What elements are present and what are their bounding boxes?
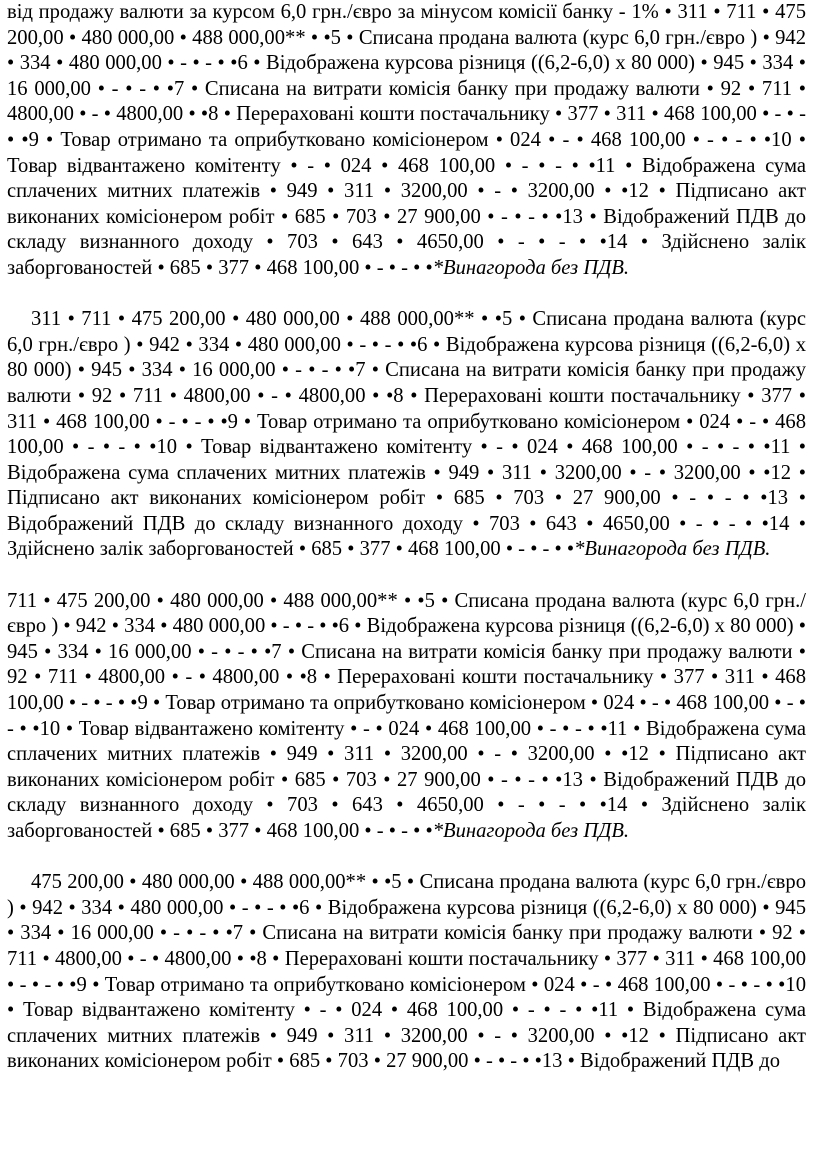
paragraph-2-text: 311 • 711 • 475 200,00 • 480 000,00 • 488 000,00** • •5 • Списана продана валюта (курс 6,0 грн./євро ) • 942 • 334 • 480 000,00 • - • - • •6 • Відображена курсова різниця ((6,2-6,0) х 80 000) • 945 • 334 • 16 000,00 • - • - • •7 • Списана на витрати комісія банку при продажу валюти • 92 • 711 • 4800,00 • - • 4800,00 • •8 • Перераховані кошти постачальнику • 377 • 311 • 468 100,00 • - • - • •9 • Товар отримано та оприбутковано комісіонером • 024 • - • 468 100,00 • - • - • •10 • Товар відвантажено комітенту • - • 024 • 468 100,00 • - • - • •11 • Відображена сума сплачених митних платежів • 949 • 311 • 3200,00 • - • 3200,00 • •12 • Підписано акт виконаних комісіонером робіт • 685 • 703 • 27 900,00 • - • - • •13 • Відображений ПДВ до складу визнанного доходу • 703 • 643 • 4650,00 • - • - • •14 • Здійснено залік заборгованостей • 685 • 377 • 468 100,00 • - • - • • — [7, 308, 806, 561]
paragraph-2-note: *Винагорода без ПДВ. — [574, 538, 771, 561]
paragraph-3 — [7, 589, 806, 845]
paragraph-3-note: *Винагорода без ПДВ. — [432, 820, 630, 842]
paragraph-2 — [7, 307, 806, 563]
paragraph-1-text: від продажу валюти за курсом 6,0 грн./євро за мінусом комісії банку - 1% • 311 • 711 • 475 200,00 • 480 000,00 • 488 000,00** • •5 • Списана продана валюта (курс 6,0 грн./євро ) • 942 • 334 • 480 000,00 • - • - • •6 • Відображена курсова різниця ((6,2-6,0) х 80 000) • 945 • 334 • 16 000,00 • - • - • •7 • Списана на витрати комісія банку при продажу валюти • 92 • 711 • 4800,00 • - • 4800,00 • •8 • Перераховані кошти постачальнику • 377 • 311 • 468 100,00 • - • - • •9 • Товар отримано та оприбутковано комісіонером • 024 • - • 468 100,00 • - • - • •10 • Товар відвантажено комітенту • - • 024 • 468 100,00 • - • - • •11 • Відображена сума сплачених митних платежів • 949 • 311 • 3200,00 • - • 3200,00 • •12 • Підписано акт виконаних комісіонером робіт • 685 • 703 • 27 900,00 • - • - • •13 • Відображений ПДВ до складу визнанного доходу • 703 • 643 • 4650,00 • - • - • •14 • Здійснено залік заборгованостей • 685 • 377 • 468 100,00 • - • - • • — [7, 1, 806, 279]
paragraph-4 — [7, 870, 806, 1075]
paragraph-1-note: *Винагорода без ПДВ. — [432, 256, 630, 279]
paragraph-1 — [7, 0, 806, 282]
paragraph-4-text: 475 200,00 • 480 000,00 • 488 000,00** • •5 • Списана продана валюта (курс 6,0 грн./євро ) • 942 • 334 • 480 000,00 • - • - • •6 • Відображена курсова різниця ((6,2-6,0) х 80 000) • 945 • 334 • 16 000,00 • - • - • •7 • Списана на витрати комісія банку при продажу валюти • 92 • 711 • 4800,00 • - • 4800,00 • •8 • Перераховані кошти постачальнику • 377 • 311 • 468 100,00 • - • - • •9 • Товар отримано та оприбутковано комісіонером • 024 • - • 468 100,00 • - • - • •10 • Товар відвантажено комітенту • - • 024 • 468 100,00 • - • - • •11 • Відображена сума сплачених митних платежів • 949 • 311 • 3200,00 • - • 3200,00 • •12 • Підписано акт виконаних комісіонером робіт • 685 • 703 • 27 900,00 • - • - • •13 • Відображений ПДВ до — [7, 871, 806, 1073]
paragraph-3-text: 711 • 475 200,00 • 480 000,00 • 488 000,00** • •5 • Списана продана валюта (курс 6,0 грн./євро ) • 942 • 334 • 480 000,00 • - • - • •6 • Відображена курсова різниця ((6,2-6,0) х 80 000) • 945 • 334 • 16 000,00 • - • - • •7 • Списана на витрати комісія банку при продажу валюти • 92 • 711 • 4800,00 • - • 4800,00 • •8 • Перераховані кошти постачальнику • 377 • 311 • 468 100,00 • - • - • •9 • Товар отримано та оприбутковано комісіонером • 024 • - • 468 100,00 • - • - • •10 • Товар відвантажено комітенту • - • 024 • 468 100,00 • - • - • •11 • Відображена сума сплачених митних платежів • 949 • 311 • 3200,00 • - • 3200,00 • •12 • Підписано акт виконаних комісіонером робіт • 685 • 703 • 27 900,00 • - • - • •13 • Відображений ПДВ до складу визнанного доходу • 703 • 643 • 4650,00 • - • - • •14 • Здійснено залік заборгованостей • 685 • 377 • 468 100,00 • - • - • • — [7, 589, 806, 842]
